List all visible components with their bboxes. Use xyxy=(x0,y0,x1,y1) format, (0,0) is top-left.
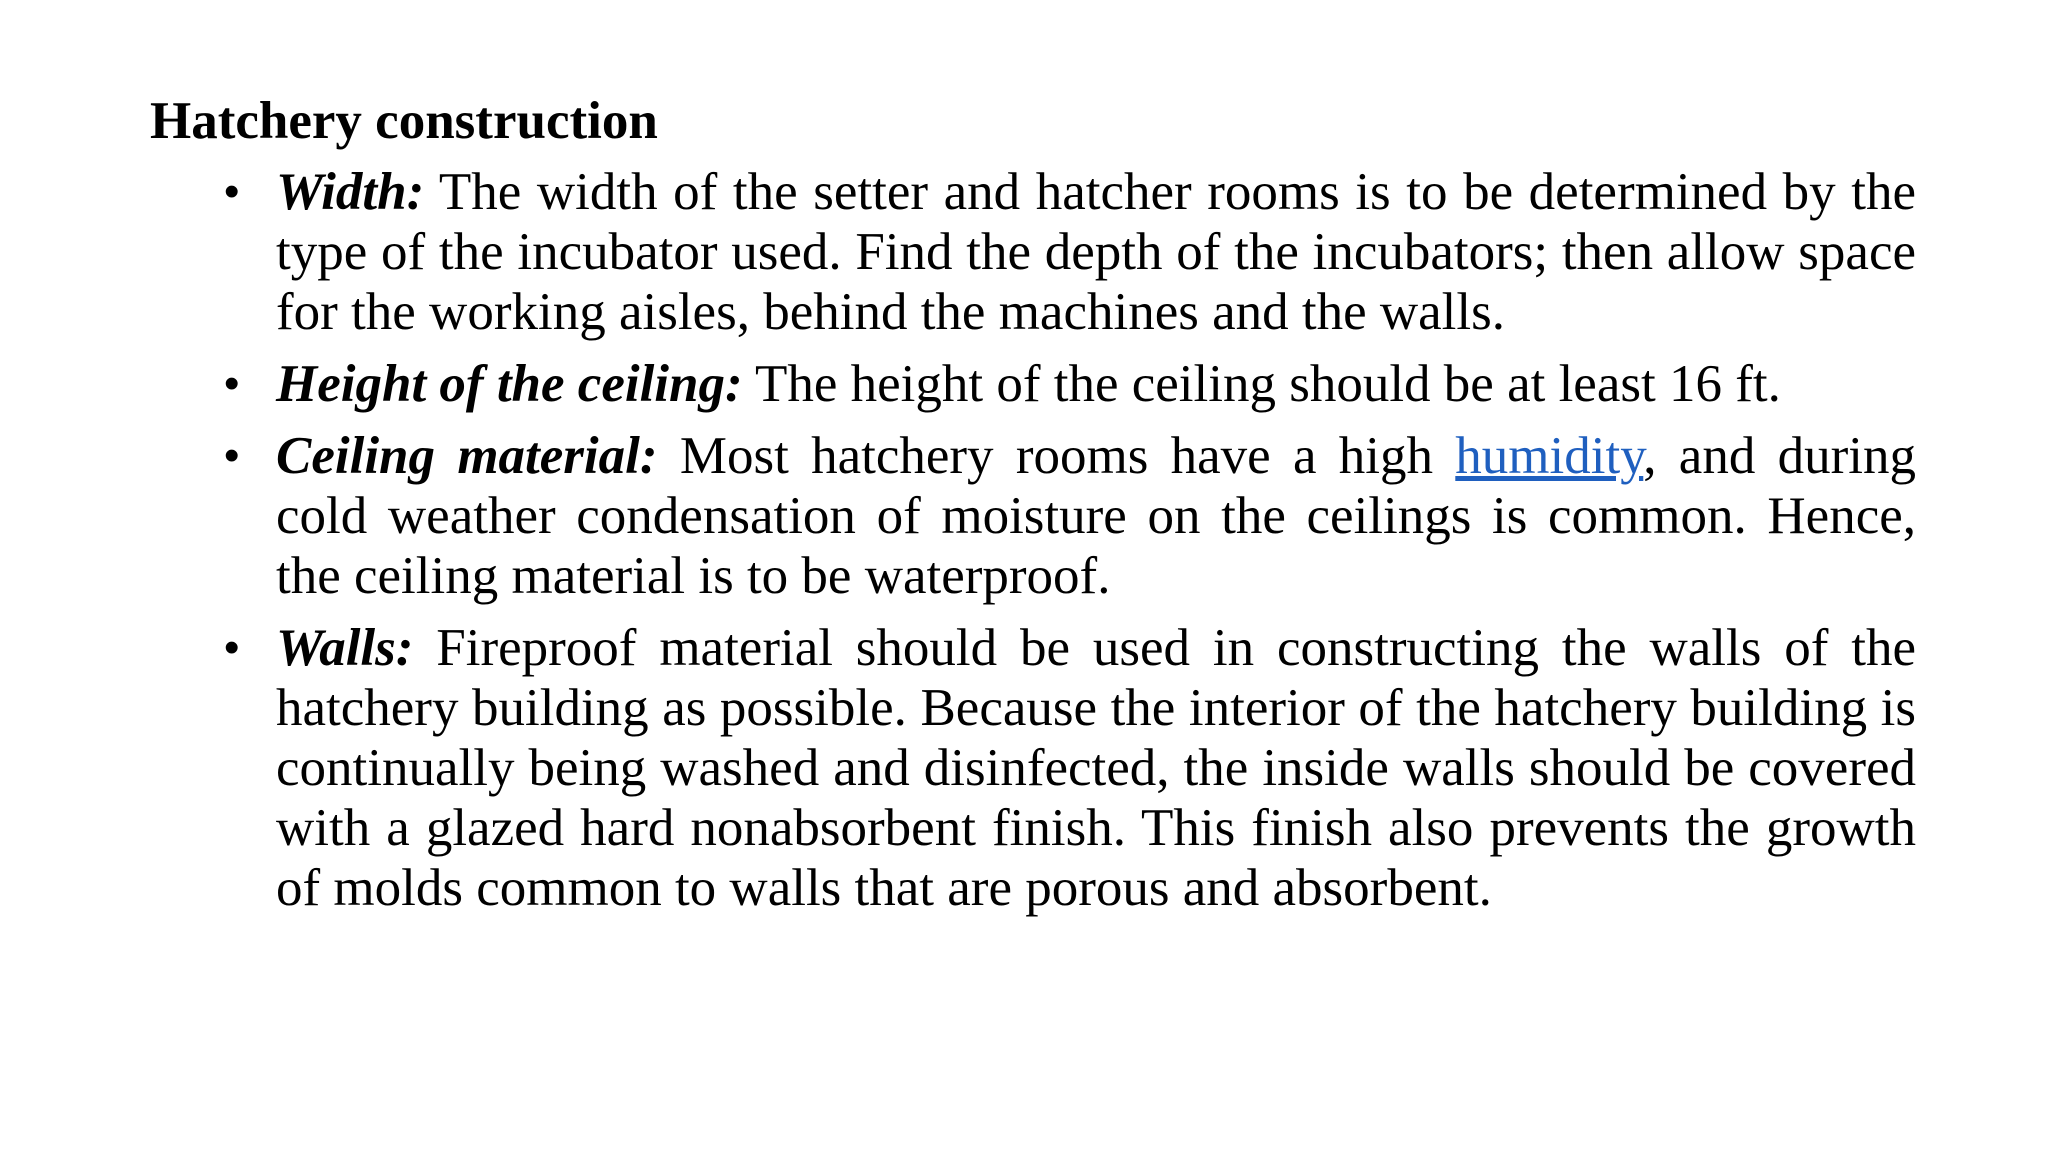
bullet-item-ceiling-material xyxy=(224,426,1916,606)
bullet-term: Height of the ceiling: xyxy=(276,355,743,413)
bullet-text: The width of the setter and hatcher rooms is to be determined by the type of the incubator used. Find the depth of the incubators; then allow space for the working aisles, behind the machines and the walls. xyxy=(276,163,1916,341)
bullet-icon: • xyxy=(224,359,240,408)
slide-title: Hatchery construction xyxy=(150,92,658,150)
bullet-item-width xyxy=(224,162,1916,342)
bullet-icon: • xyxy=(224,167,240,216)
bullet-list xyxy=(224,162,1916,930)
bullet-text: Fireproof material should be used in constructing the walls of the hatchery building as possible. Because the interior of the hatchery building is continually being washed and disinfected, the inside walls should be covered with a glazed hard nonabsorbent finish. This finish also prevents the growth of molds common to walls that are porous and absorbent. xyxy=(276,619,1916,917)
bullet-icon: • xyxy=(224,623,240,672)
bullet-text: Most hatchery rooms have a high xyxy=(657,427,1456,485)
bullet-term: Width: xyxy=(276,163,425,221)
bullet-item-ceiling-height xyxy=(224,354,1916,414)
humidity-link[interactable]: humidity xyxy=(1455,427,1644,485)
bullet-item-walls xyxy=(224,618,1916,918)
bullet-term: Walls: xyxy=(276,619,414,677)
bullet-text: , and during cold weather condensation of moisture on the ceilings is common. Hence, the ceiling material is to be waterproof. xyxy=(276,427,1916,605)
bullet-term: Ceiling material: xyxy=(276,427,658,485)
bullet-text: The height of the ceiling should be at least 16 ft. xyxy=(742,355,1781,413)
bullet-icon: • xyxy=(224,431,240,480)
